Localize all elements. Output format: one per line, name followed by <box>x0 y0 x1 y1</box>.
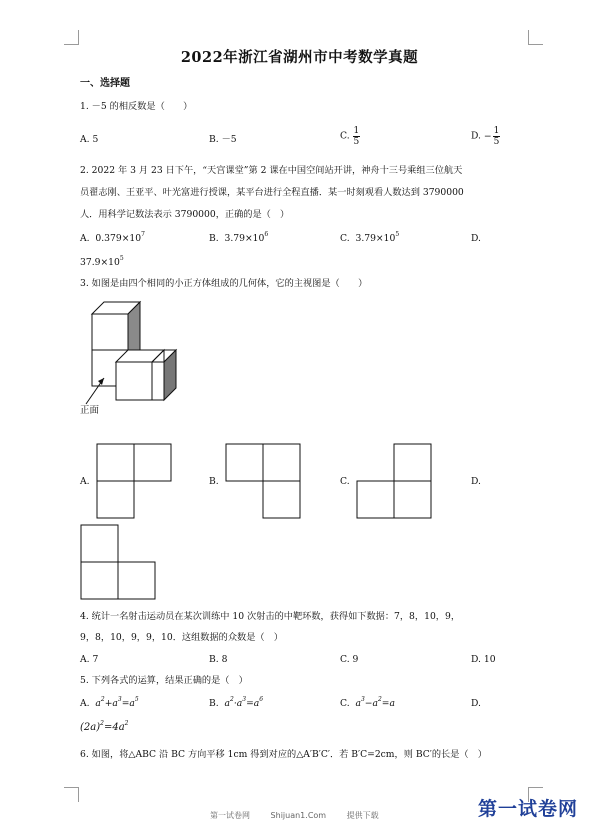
q3-option-c-label: C. <box>340 476 350 487</box>
q2-option-d-label: D. <box>471 233 481 244</box>
q2-option-d: $37.9\times 10^5$ <box>80 255 124 268</box>
q5-option-a: A. $a^2+a^3=a^5$ <box>80 696 139 709</box>
q5-option-c: C. $a^3-a^2=a$ <box>340 696 395 709</box>
q4-stem-line2: 9，8，10，9，9，10．这组数据的众数是（ ） <box>80 632 283 643</box>
q1-option-c: C. $\frac{1}{5}$ <box>340 126 360 147</box>
section-heading: 一、选择题 <box>80 78 130 89</box>
q1-option-b: B. －5 <box>209 134 237 145</box>
q4-option-b: B. 8 <box>209 654 228 665</box>
q2-option-c: C. $3.79\times 10^5$ <box>340 231 400 244</box>
q1-stem: 1. －5 的相反数是（ ） <box>80 101 193 112</box>
q2-stem-line1: 2. 2022 年 3 月 23 日下午，“天宫课堂”第 2 课在中国空间站开讲，神舟十三号乘组三位航天 <box>80 165 463 176</box>
q4-stem-line1: 4. 统计一名射击运动员在某次训练中 10 次射击的中靶环数，获得如下数据：7，8，10，9， <box>80 611 461 622</box>
q4-option-a: A. 7 <box>80 654 99 665</box>
footer-note: 提供下载 <box>346 811 379 820</box>
q4-option-d: D. 10 <box>471 654 496 665</box>
formula-a: $a^2+a^3=a^5$ <box>95 696 139 709</box>
crop-mark <box>528 30 543 45</box>
footer-site-name: 第一试卷网 <box>210 811 250 820</box>
formula-c: $a^3-a^2=a$ <box>355 696 395 709</box>
q3-option-b-figure <box>225 443 303 519</box>
q2-stem-line2: 员翟志刚、王亚平、叶光富进行授课，某平台进行全程直播．某一时刻观看人数达到 3790000 <box>80 187 464 198</box>
fraction: $\frac{1}{5}$ <box>493 126 500 147</box>
q5-option-b: B. $a^2\cdot a^3=a^6$ <box>209 696 264 709</box>
q3-stem: 3. 如图是由四个相同的小正方体组成的几何体，它的主视图是（ ） <box>80 278 368 289</box>
fraction: $\frac{1}{5}$ <box>353 126 360 147</box>
formula-b: $a^2\cdot a^3=a^6$ <box>224 696 264 709</box>
q6-stem: 6. 如图，将△ABC 沿 BC 方向平移 1cm 得到对应的△A′B′C′．若 B′C=2cm，则 BC′的长是（ ） <box>80 749 487 760</box>
q3-option-b-label: B. <box>209 476 219 487</box>
q5-option-d-label: D. <box>471 698 481 709</box>
q3-option-d-label: D. <box>471 476 481 487</box>
watermark-logo: 第一试卷网 <box>478 798 579 820</box>
cube-solid-figure <box>78 296 188 420</box>
page-footer <box>210 810 397 821</box>
page-title: 2022年浙江省湖州市中考数学真题 <box>180 49 419 66</box>
crop-mark <box>64 30 79 45</box>
q3-option-a-label: A. <box>80 476 90 487</box>
q1-option-d: D. − $\frac{1}{5}$ <box>471 126 500 147</box>
front-label: 正面 <box>80 405 100 416</box>
q5-stem: 5. 下列各式的运算，结果正确的是（ ） <box>80 675 248 686</box>
footer-site-url: Shijuan1.Com <box>270 811 327 820</box>
q3-option-a-figure <box>96 443 174 519</box>
q1-option-a: A. 5 <box>80 134 99 145</box>
crop-mark <box>64 787 79 802</box>
q2-stem-line3: 人．用科学记数法表示 3790000，正确的是（ ） <box>80 209 290 220</box>
q3-option-c-figure <box>356 443 434 519</box>
q2-option-a: A. $0.379\times 10^7$ <box>80 231 145 244</box>
q3-option-d-figure <box>80 524 158 600</box>
formula-d: $(2a)^2=4a^2$ <box>80 720 129 733</box>
q4-option-c: C. 9 <box>340 654 359 665</box>
q2-option-b: B. $3.79\times 10^6$ <box>209 231 269 244</box>
q5-option-d <box>80 722 129 734</box>
